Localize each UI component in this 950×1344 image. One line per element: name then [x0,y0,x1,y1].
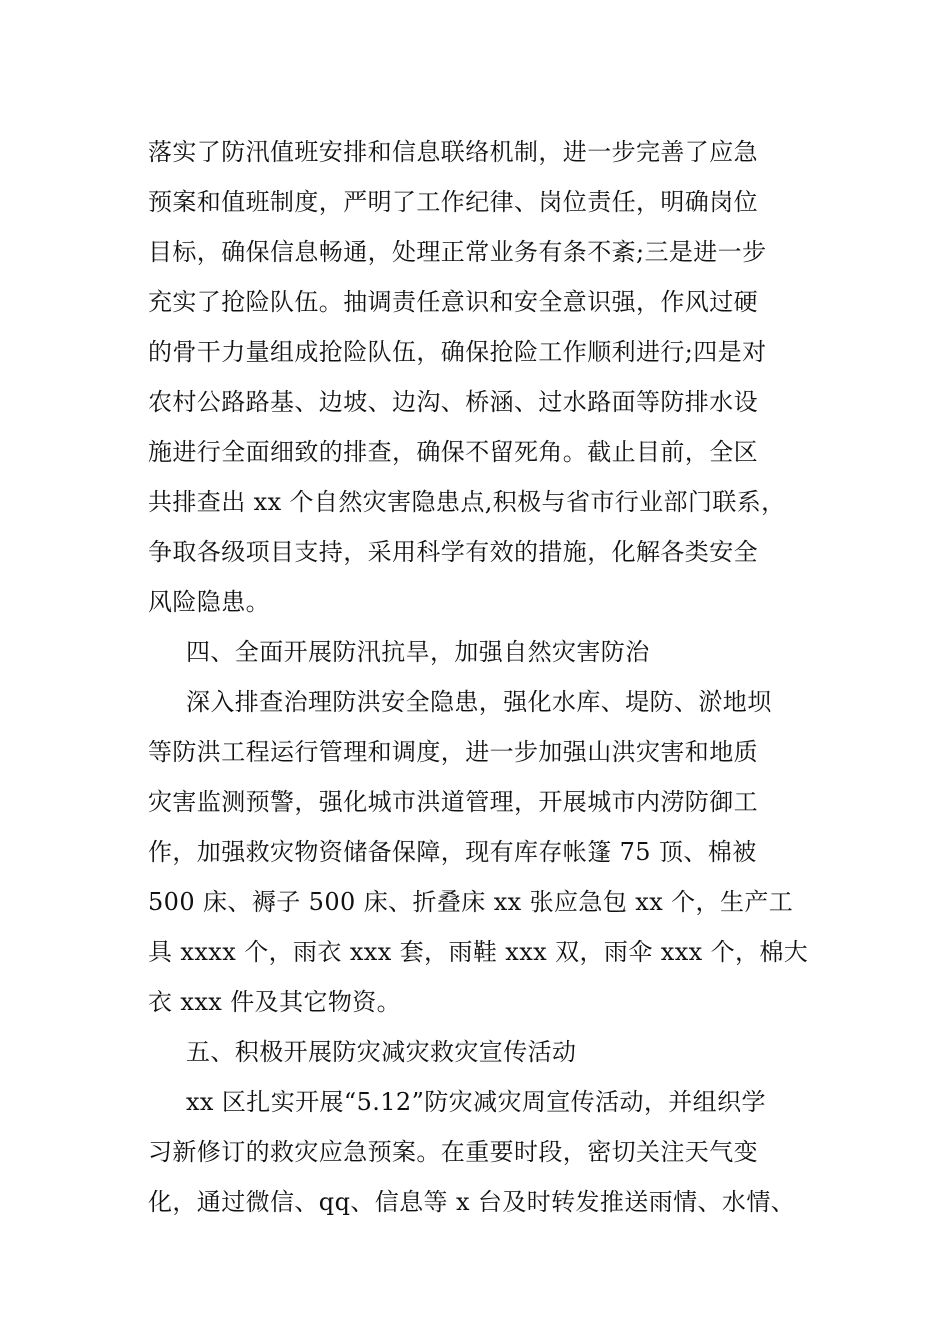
paragraph-line: 的骨干力量组成抢险队伍，确保抢险工作顺利进行;四是对 [148,338,767,366]
paragraph-line: 具 xxxx 个，雨衣 xxx 套，雨鞋 xxx 双，雨伞 xxx 个，棉大 [148,938,809,966]
section-heading: 四、全面开展防汛抗旱，加强自然灾害防治 [186,638,650,666]
paragraph-line: 深入排查治理防洪安全隐患，强化水库、堤防、淤地坝 [186,688,772,716]
paragraph-line: 习新修订的救灾应急预案。在重要时段，密切关注天气变 [148,1138,758,1166]
paragraph-line: 等防洪工程运行管理和调度，进一步加强山洪灾害和地质 [148,738,758,766]
paragraph-line: 灾害监测预警，强化城市洪道管理，开展城市内涝防御工 [148,788,758,816]
paragraph-line: 500 床、褥子 500 床、折叠床 xx 张应急包 xx 个，生产工 [148,888,794,916]
paragraph-line: 化，通过微信、qq、信息等 x 台及时转发推送雨情、水情、 [148,1188,796,1216]
paragraph-line: 风险隐患。 [148,588,270,616]
paragraph-line: 争取各级项目支持，采用科学有效的措施，化解各类安全 [148,538,758,566]
paragraph-line: 目标，确保信息畅通，处理正常业务有条不紊;三是进一步 [148,238,767,266]
paragraph-line: 共排查出 xx 个自然灾害隐患点,积极与省市行业部门联系， [148,488,786,516]
paragraph-line: 预案和值班制度，严明了工作纪律、岗位责任，明确岗位 [148,188,758,216]
paragraph-line: 落实了防汛值班安排和信息联络机制，进一步完善了应急 [148,138,758,166]
paragraph-line: 衣 xxx 件及其它物资。 [148,988,402,1016]
paragraph-line: 作，加强救灾物资储备保障，现有库存帐篷 75 顶、棉被 [148,838,757,866]
paragraph-line: 施进行全面细致的排查，确保不留死角。截止目前，全区 [148,438,758,466]
section-heading: 五、积极开展防灾减灾救灾宣传活动 [186,1038,577,1066]
paragraph-line: xx 区扎实开展“5.12”防灾减灾周宣传活动，并组织学 [186,1088,766,1116]
paragraph-line: 农村公路路基、边坡、边沟、桥涵、过水路面等防排水设 [148,388,758,416]
paragraph-line: 充实了抢险队伍。抽调责任意识和安全意识强，作风过硬 [148,288,758,316]
